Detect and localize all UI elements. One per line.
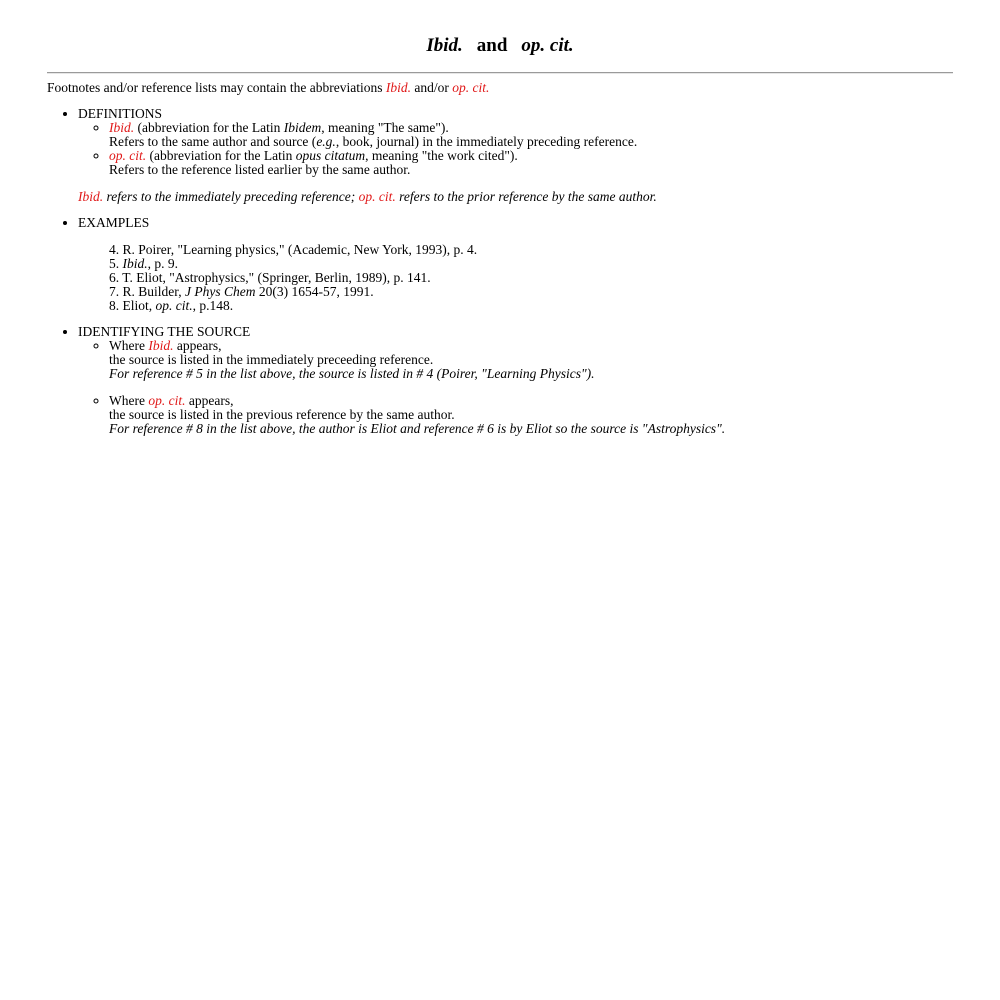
identify-ibid-desc: the source is listed in the immediately preceeding reference. <box>109 352 434 367</box>
intro-term-ibid: Ibid. <box>385 80 412 95</box>
example-item <box>109 299 953 313</box>
definitions-heading: DEFINITIONS <box>78 106 162 121</box>
summary-term-ibid: Ibid. <box>78 189 104 204</box>
identify-opcit <box>109 394 953 436</box>
main-list <box>47 107 953 436</box>
definition-ibid-latin: Ibidem <box>283 120 322 135</box>
page <box>0 0 1000 436</box>
examples-list <box>78 243 953 313</box>
definition-opcit-pre: (abbreviation for the Latin <box>149 148 293 163</box>
example-item <box>109 257 953 271</box>
summary-text-2: refers to the prior reference by the same author. <box>399 189 657 204</box>
title-term-opcit: op. cit. <box>521 35 574 56</box>
intro-term-opcit: op. cit. <box>452 80 490 95</box>
example-number: 4. <box>109 242 120 257</box>
identifying-list <box>78 339 953 436</box>
identifying-heading: IDENTIFYING THE SOURCE <box>78 324 251 339</box>
identify-opcit-where: Where <box>109 393 145 408</box>
example-text-post: , p.148. <box>192 298 234 313</box>
definition-ibid-desc-eg: e.g. <box>316 134 336 149</box>
definition-ibid-term: Ibid. <box>109 120 135 135</box>
definition-ibid-pre: (abbreviation for the Latin <box>137 120 281 135</box>
definition-ibid-desc-post: , book, journal) in the immediately preceding reference. <box>335 134 638 149</box>
examples-section <box>78 216 953 313</box>
definition-opcit <box>109 149 953 177</box>
title-and: and <box>476 35 508 56</box>
title-divider <box>47 72 953 74</box>
summary-text-1: refers to the immediately preceding reference; <box>106 189 356 204</box>
definition-ibid-desc-pre: Refers to the same author and source ( <box>109 134 317 149</box>
summary-term-opcit: op. cit. <box>358 189 396 204</box>
definition-ibid-desc <box>109 135 953 149</box>
example-number: 6. <box>109 270 120 285</box>
definition-ibid-post: , meaning "The same"). <box>321 120 449 135</box>
identify-opcit-appears: appears, <box>188 393 234 408</box>
title-term-ibid: Ibid. <box>426 35 463 56</box>
definition-opcit-desc: Refers to the reference listed earlier by the same author. <box>109 162 411 177</box>
example-text: T. Eliot, "Astrophysics," (Springer, Berlin, 1989), p. 141. <box>122 270 431 285</box>
identify-opcit-term: op. cit. <box>148 393 186 408</box>
definitions-summary <box>78 190 953 204</box>
example-text-post: , p. 9. <box>147 256 178 271</box>
identifying-section <box>78 325 953 436</box>
identify-ibid-example: For reference # 5 in the list above, the source is listed in # 4 (Poirer, "Learning Physics"). <box>109 366 595 381</box>
identify-opcit-example: For reference # 8 in the list above, the author is Eliot and reference # 6 is by Eliot so the source is "Astrophysics". <box>109 421 726 436</box>
definition-opcit-post: , meaning "the work cited"). <box>365 148 518 163</box>
example-item <box>109 285 953 299</box>
example-text-post: 20(3) 1654-57, 1991. <box>258 284 374 299</box>
example-item <box>109 243 953 257</box>
identify-ibid-term: Ibid. <box>148 338 174 353</box>
intro-andor: and/or <box>414 80 449 95</box>
example-italic: op. cit. <box>155 298 193 313</box>
definitions-list <box>78 121 953 177</box>
example-text: R. Builder, <box>122 284 182 299</box>
definition-ibid <box>109 121 953 149</box>
example-item <box>109 271 953 285</box>
page-title <box>47 0 953 72</box>
identify-ibid <box>109 339 953 381</box>
example-text: R. Poirer, "Learning physics," (Academic, New York, 1993), p. 4. <box>122 242 478 257</box>
example-number: 8. <box>109 298 120 313</box>
example-number: 7. <box>109 284 120 299</box>
intro-text: Footnotes and/or reference lists may contain the abbreviations <box>47 80 383 95</box>
intro-paragraph <box>47 80 953 95</box>
example-text: Eliot, <box>122 298 153 313</box>
example-number: 5. <box>109 256 120 271</box>
examples-heading: EXAMPLES <box>78 215 150 230</box>
example-italic: J Phys Chem <box>184 284 256 299</box>
definition-opcit-term: op. cit. <box>109 148 147 163</box>
definition-opcit-latin: opus citatum <box>295 148 366 163</box>
definitions-section <box>78 107 953 204</box>
identify-ibid-appears: appears, <box>176 338 222 353</box>
identify-ibid-where: Where <box>109 338 145 353</box>
identify-opcit-desc: the source is listed in the previous reference by the same author. <box>109 407 455 422</box>
example-italic: Ibid. <box>122 256 148 271</box>
